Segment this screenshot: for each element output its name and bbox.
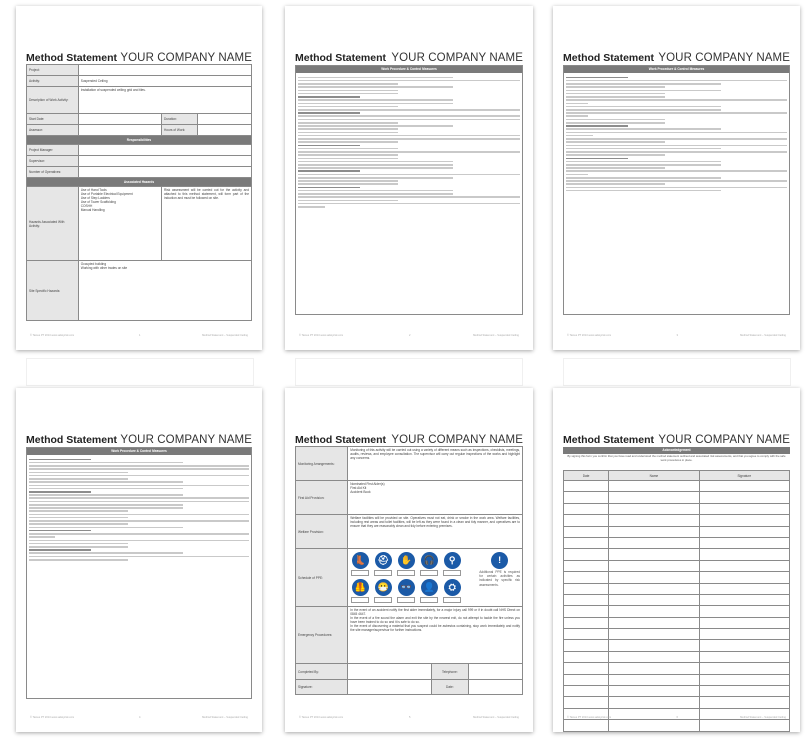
doc-title: Method Statement	[26, 434, 118, 446]
page-number: 3	[676, 334, 678, 337]
signature-rows	[564, 481, 790, 733]
table-row	[564, 481, 790, 492]
date-cell[interactable]	[564, 731, 609, 732]
ppe-checkbox[interactable]	[374, 597, 392, 603]
ppe-checkbox[interactable]	[397, 597, 415, 603]
emergency-field[interactable]	[348, 607, 523, 664]
work-procedure-section	[563, 65, 790, 315]
emergency-item: In the event of discovering a material that you suspect could be asbestos containing, stop work immediately and notify the site manager/supervisor for further instructions.	[350, 624, 520, 632]
signature-cell[interactable]	[699, 549, 789, 560]
name-cell[interactable]	[609, 663, 699, 674]
procedure-text	[27, 455, 251, 564]
footer-doc-name: Method Statement – Suspended Ceiling	[473, 334, 519, 337]
hours-field[interactable]	[198, 125, 252, 136]
table-row	[564, 572, 790, 583]
date-cell[interactable]	[564, 651, 609, 662]
warning-icon: !	[491, 552, 508, 569]
page-1	[16, 6, 262, 350]
first-aid-item: Nominated First Aider(s)	[350, 482, 385, 486]
page-number: 1	[139, 334, 141, 337]
name-cell[interactable]	[609, 503, 699, 514]
name-cell[interactable]	[609, 617, 699, 628]
table-row	[564, 617, 790, 628]
doc-title: Method Statement	[295, 52, 387, 64]
ppe-checkbox[interactable]	[397, 570, 415, 576]
page-reflection	[563, 358, 791, 386]
gloves-icon: ✋	[396, 552, 416, 576]
table-row	[564, 663, 790, 674]
signature-cell[interactable]	[699, 697, 789, 708]
monitoring-field[interactable]: Monitoring of this activity will be carried out using a variety of different means such as inspections, checklists, meetings, audits, reviews, and employee consultation. The supervisor will carry out regular inspections of the works and highlight any concerns.	[348, 447, 523, 481]
site-hazard-item: Working with other trades on site	[80, 266, 128, 270]
name-cell[interactable]	[609, 526, 699, 537]
footer-doc-name: Method Statement – Suspended Ceiling	[740, 716, 786, 719]
page-reflection	[26, 358, 254, 386]
footer-copyright: © Tarsus PT 2013 www.safetyrisk.com	[567, 334, 612, 337]
signature-cell[interactable]	[699, 651, 789, 662]
date-field[interactable]	[468, 680, 523, 695]
supervisor-field[interactable]	[78, 156, 251, 167]
table-row	[564, 503, 790, 514]
name-cell[interactable]	[609, 492, 699, 503]
date-cell[interactable]	[564, 481, 609, 492]
page-footer	[567, 334, 786, 340]
footer-copyright: © Tarsus PT 2013 www.safetyrisk.com	[30, 334, 75, 337]
hazards-label: Hazards Associated With Activity:	[27, 187, 79, 261]
doc-title: Method Statement	[26, 52, 118, 64]
page-2	[285, 6, 533, 350]
heading-work-equipment	[566, 125, 628, 127]
page-header	[26, 50, 252, 64]
signature-cell[interactable]	[699, 640, 789, 651]
page-header	[295, 50, 523, 64]
description-label: Description of Work Activity:	[27, 87, 79, 114]
table-row	[564, 731, 790, 732]
hazards-note[interactable]: Risk assessment will be carried out for the activity and attached to this method statement, will form part of the induction and must be followed on site.	[162, 187, 252, 261]
assessor-field[interactable]	[78, 125, 161, 136]
hazards-list[interactable]	[78, 187, 161, 261]
company-name: YOUR COMPANY NAME	[391, 52, 523, 64]
table-row	[564, 674, 790, 685]
company-name: YOUR COMPANY NAME	[658, 52, 790, 64]
table-row	[564, 537, 790, 548]
company-name: YOUR COMPANY NAME	[120, 52, 252, 64]
table-row	[564, 515, 790, 526]
name-cell[interactable]	[609, 537, 699, 548]
activity-form	[26, 64, 252, 321]
overalls-icon: 👤	[419, 579, 439, 603]
operatives-field[interactable]	[78, 167, 251, 178]
page-5	[285, 388, 533, 732]
ppe-note: Additional PPE is required for certain activities as indicated by specific risk assessments.	[479, 570, 520, 587]
site-hazards-list[interactable]	[78, 261, 251, 321]
signature-cell[interactable]	[699, 686, 789, 697]
signature-cell[interactable]	[699, 583, 789, 594]
name-cell[interactable]	[609, 515, 699, 526]
footer-copyright: © Tarsus PT 2013 www.safetyrisk.com	[567, 716, 612, 719]
ppe-checkbox[interactable]	[420, 570, 438, 576]
date-cell[interactable]	[564, 537, 609, 548]
first-aid-item: First Aid Kit	[350, 486, 367, 490]
name-cell[interactable]	[609, 560, 699, 571]
table-row	[564, 629, 790, 640]
project-manager-field[interactable]	[78, 145, 251, 156]
start-date-field[interactable]	[78, 114, 161, 125]
page-3	[553, 6, 800, 350]
date-cell[interactable]	[564, 686, 609, 697]
heading-training	[298, 96, 360, 98]
first-aid-field[interactable]	[348, 481, 523, 515]
start-date-label: Start Date:	[27, 114, 79, 125]
footer-doc-name: Method Statement – Suspended Ceiling	[740, 334, 786, 337]
name-cell[interactable]	[609, 651, 699, 662]
name-cell[interactable]	[609, 640, 699, 651]
date-cell[interactable]	[564, 572, 609, 583]
name-cell[interactable]	[609, 697, 699, 708]
hazard-item: Manual Handling	[80, 208, 105, 212]
footer-doc-name: Method Statement – Suspended Ceiling	[202, 716, 248, 719]
date-cell[interactable]	[564, 515, 609, 526]
page-number: 4	[139, 716, 141, 719]
emergency-item: In the event of a fire sound the alarm and exit the site by the nearest exit, do not attempt to tackle the fire unless you have been trained to do so and it is safe to do so.	[350, 616, 520, 624]
harness-icon: ⚲	[442, 552, 462, 576]
signature-cell[interactable]	[699, 594, 789, 605]
date-cell[interactable]	[564, 617, 609, 628]
column-date: Date	[564, 471, 609, 481]
ear-protection-icon: 🎧	[419, 552, 439, 576]
welfare-field[interactable]: Welfare facilities will be provided on site. Operatives must not eat, drink or smoke in the work area. Welfare facilities, including rest areas and toilet facilities, will be left as they were found in a clean and tidy manner, and operatives are to ensure that they are reasonably clean and tidy before entering premises.	[348, 515, 523, 549]
page-footer	[567, 716, 786, 722]
table-row	[564, 640, 790, 651]
date-cell[interactable]	[564, 594, 609, 605]
signature-cell[interactable]	[699, 492, 789, 503]
heading-cleaning	[29, 549, 91, 551]
site-hazard-item: Occupied building	[80, 262, 107, 266]
date-cell[interactable]	[564, 697, 609, 708]
completed-by-field[interactable]	[348, 664, 432, 680]
signature-cell[interactable]	[699, 617, 789, 628]
page-reflection	[295, 358, 523, 386]
signature-cell[interactable]	[699, 481, 789, 492]
footer-copyright: © Tarsus PT 2013 www.safetyrisk.com	[30, 716, 75, 719]
page-header	[563, 50, 790, 64]
name-cell[interactable]	[609, 731, 699, 732]
heading-housekeeping	[298, 187, 360, 189]
procedure-text	[564, 73, 789, 195]
table-row	[564, 492, 790, 503]
company-name: YOUR COMPANY NAME	[391, 434, 523, 446]
page-footer	[30, 334, 248, 340]
name-cell[interactable]	[609, 629, 699, 640]
footer-copyright: © Tarsus PT 2013 www.safetyrisk.com	[299, 334, 344, 337]
date-cell[interactable]	[564, 663, 609, 674]
telephone-field[interactable]	[468, 664, 523, 680]
project-field[interactable]	[78, 65, 251, 76]
safety-boots-icon: 👢	[350, 552, 370, 576]
signature-cell[interactable]	[699, 572, 789, 583]
heading-ceiling-installation	[566, 77, 628, 79]
signature-cell[interactable]	[699, 537, 789, 548]
doc-title: Method Statement	[563, 52, 655, 64]
signature-cell[interactable]	[699, 526, 789, 537]
signature-cell[interactable]	[699, 731, 789, 732]
page-header	[563, 432, 790, 446]
signature-cell[interactable]	[699, 503, 789, 514]
date-label: Date:	[432, 680, 468, 695]
signature-cell[interactable]	[699, 606, 789, 617]
signature-cell[interactable]	[699, 674, 789, 685]
ppe-checkbox[interactable]	[351, 570, 369, 576]
table-row	[564, 583, 790, 594]
column-signature: Signature	[699, 471, 789, 481]
footer-copyright: © Tarsus PT 2013 www.safetyrisk.com	[299, 716, 344, 719]
emergency-label: Emergency Procedures:	[296, 607, 348, 664]
hazards-heading: Associated Hazards	[27, 178, 252, 187]
hard-hat-icon: ⛑	[373, 552, 393, 576]
first-aid-item: Accident Book	[350, 490, 371, 494]
welfare-label: Welfare Provision:	[296, 515, 348, 549]
signature-field[interactable]	[348, 680, 432, 695]
page-4	[16, 388, 262, 732]
signature-cell[interactable]	[699, 663, 789, 674]
signature-cell[interactable]	[699, 560, 789, 571]
name-cell[interactable]	[609, 583, 699, 594]
date-cell[interactable]	[564, 629, 609, 640]
footer-doc-name: Method Statement – Suspended Ceiling	[473, 716, 519, 719]
hazard-item: Use of Hand Tools	[80, 188, 107, 192]
ppe-checkbox[interactable]	[351, 597, 369, 603]
responsibilities-heading: Responsibilities	[27, 136, 252, 145]
name-cell[interactable]	[609, 686, 699, 697]
company-name: YOUR COMPANY NAME	[658, 434, 790, 446]
duration-label: Duration:	[162, 114, 198, 125]
ppe-checkbox[interactable]	[443, 570, 461, 576]
company-name: YOUR COMPANY NAME	[120, 434, 252, 446]
emergency-item: In the event of an accident notify the first aider immediately, for a major injury call 999 or if in doubt call NHS Direct on 0845 4647.	[350, 608, 520, 616]
work-procedure-section	[295, 65, 523, 315]
table-row	[564, 560, 790, 571]
project-manager-label: Project Manager:	[27, 145, 79, 156]
column-name: Name	[609, 471, 699, 481]
heading-workspace	[29, 459, 91, 461]
face-mask-icon: 😷	[373, 579, 393, 603]
date-cell[interactable]	[564, 560, 609, 571]
page-6	[553, 388, 800, 732]
page-number: 2	[409, 334, 411, 337]
signature-label: Signature:	[296, 680, 348, 695]
hours-label: Hours of Work:	[162, 125, 198, 136]
date-cell[interactable]	[564, 492, 609, 503]
heading-harmful-substances	[566, 158, 628, 160]
site-hazards-label: Site Specific Hazards:	[27, 261, 79, 321]
name-cell[interactable]	[609, 481, 699, 492]
table-row	[564, 526, 790, 537]
date-cell[interactable]	[564, 503, 609, 514]
project-label: Project:	[27, 65, 79, 76]
name-cell[interactable]	[609, 606, 699, 617]
page-number: 5	[409, 716, 411, 719]
hazard-item: Use of Step Ladders	[80, 196, 110, 200]
date-cell[interactable]	[564, 674, 609, 685]
date-cell[interactable]	[564, 606, 609, 617]
table-row	[564, 697, 790, 708]
heading-delivery-storage	[298, 145, 360, 147]
name-cell[interactable]	[609, 674, 699, 685]
hazard-item: Use of Tower Scaffolding	[80, 200, 116, 204]
section-heading: Work Procedure & Control Measures	[27, 448, 251, 455]
page-footer	[299, 334, 519, 340]
heading-ceiling-removal	[298, 170, 360, 172]
date-cell[interactable]	[564, 549, 609, 560]
ppe-checkbox[interactable]	[443, 597, 461, 603]
ppe-checkbox[interactable]	[420, 597, 438, 603]
section-heading: Work Procedure & Control Measures	[564, 66, 789, 73]
work-procedure-section	[26, 447, 252, 699]
doc-title: Method Statement	[295, 434, 387, 446]
description-field[interactable]: Installation of suspended ceiling grid and tiles.	[78, 87, 251, 114]
table-row	[564, 549, 790, 560]
ppe-checkbox[interactable]	[374, 570, 392, 576]
date-cell[interactable]	[564, 526, 609, 537]
ppe-schedule	[348, 549, 523, 607]
respirator-icon: ⛭	[442, 579, 462, 603]
name-cell[interactable]	[609, 594, 699, 605]
section-heading: Work Procedure & Control Measures	[296, 66, 522, 73]
page-header	[295, 432, 523, 446]
ppe-label: Schedule of PPE:	[296, 549, 348, 607]
table-row	[564, 606, 790, 617]
hi-vis-vest-icon: 🦺	[350, 579, 370, 603]
date-cell[interactable]	[564, 583, 609, 594]
page-header	[26, 432, 252, 446]
telephone-label: Telephone:	[432, 664, 468, 680]
monitoring-label: Monitoring Arrangements:	[296, 447, 348, 481]
signature-cell[interactable]	[699, 515, 789, 526]
hazard-item: Use of Portable Electrical Equipment	[80, 192, 133, 196]
name-cell[interactable]	[609, 549, 699, 560]
date-cell[interactable]	[564, 640, 609, 651]
doc-title: Method Statement	[563, 434, 655, 446]
assessor-label: Assessor:	[27, 125, 79, 136]
goggles-icon: 👓	[396, 579, 416, 603]
duration-field[interactable]	[198, 114, 252, 125]
first-aid-label: First Aid Provision:	[296, 481, 348, 515]
section-heading: Acknowledgement	[563, 447, 790, 454]
arrangements-form	[295, 446, 523, 695]
table-row	[564, 686, 790, 697]
signature-cell[interactable]	[699, 629, 789, 640]
heading-waste-disposal	[29, 530, 91, 532]
completed-by-label: Completed By:	[296, 664, 348, 680]
acknowledgement-intro: By signing this form you confirm that you have read and understood the method statement outlined and associated risk assessments, and that you agree to comply with the safe work procedures in place.	[567, 454, 786, 462]
hazard-item: COSHH	[80, 204, 93, 208]
procedure-text	[296, 73, 522, 211]
supervisor-label: Supervisor:	[27, 156, 79, 167]
heading-work-at-height	[29, 491, 91, 493]
operatives-label: Number of Operatives:	[27, 167, 79, 178]
page-footer	[299, 716, 519, 722]
footer-doc-name: Method Statement – Suspended Ceiling	[202, 334, 248, 337]
page-footer	[30, 716, 248, 722]
signature-table	[563, 470, 790, 732]
table-row	[564, 594, 790, 605]
table-row	[564, 651, 790, 662]
heading-access	[298, 112, 360, 114]
name-cell[interactable]	[609, 572, 699, 583]
page-number: 6	[676, 716, 678, 719]
activity-label: Activity:	[27, 76, 79, 87]
activity-field[interactable]: Suspended Ceiling	[78, 76, 251, 87]
